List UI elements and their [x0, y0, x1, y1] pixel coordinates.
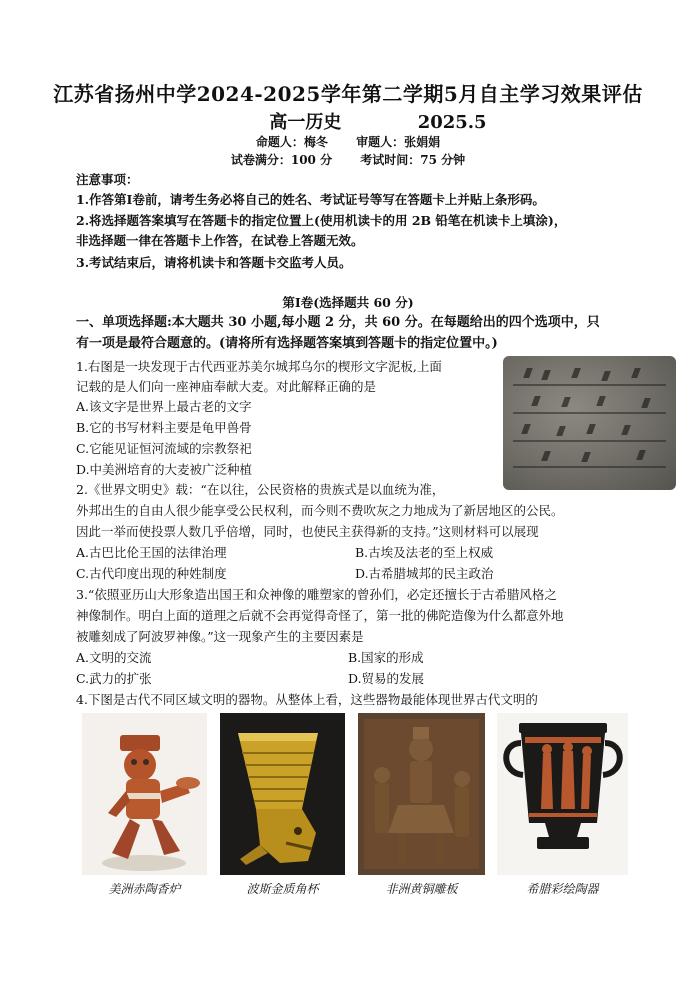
exam-subject: 高一历史 [269, 112, 342, 133]
q1-stem: 1.右图是一块发现于古代西亚苏美尔城邦乌尔的楔形文字泥板,上面 [76, 359, 442, 374]
q1-option-a: A.该文字是世界上最古老的文字 [76, 399, 252, 414]
q4-stem: 4.下图是古代不同区域文明的器物。从整体上看，这些器物最能体现世界古代文明的 [76, 692, 538, 707]
q3-option-b: B.国家的形成 [348, 650, 424, 665]
notice-item: 1.作答第Ⅰ卷前，请考生务必将自己的姓名、考试证号等写在答题卡上并贴上条形码。 [76, 192, 545, 207]
greek-painted-vase-image [497, 713, 628, 875]
q1-option-c: C.它能见证恒河流域的宗教祭祀 [76, 441, 252, 456]
african-bronze-plaque-image [358, 713, 485, 875]
exam-authors [0, 133, 696, 150]
exam-title: 江苏省扬州中学2024-2025学年第二学期5月自主学习效果评估 [53, 82, 643, 106]
score-label: 试卷满分：100 分 [230, 153, 333, 167]
notice-item: 3.考试结束后，请将机读卡和答题卡交监考人员。 [76, 255, 352, 270]
q3-stem: 被雕刻成了阿波罗神像。”这一现象产生的主要因素是 [76, 629, 364, 644]
cuneiform-tablet-image [503, 356, 676, 490]
exam-date: 2025.5 [417, 112, 487, 133]
american-terracotta-censer-image [82, 713, 207, 875]
q1-option-b: B.它的书写材料主要是龟甲兽骨 [76, 420, 252, 435]
exam-subtitle [0, 108, 696, 134]
persian-golden-rhyton-image [220, 713, 345, 875]
q3-option-c: C.武力的扩张 [76, 671, 152, 686]
section-title: 第Ⅰ卷(选择题共 60 分) [282, 295, 414, 310]
caption-african-plaque: 非洲黄铜雕板 [385, 882, 458, 896]
q3-option-d: D.贸易的发展 [348, 671, 425, 686]
q3-stem: 神像制作。明白上面的道理之后就不会再觉得奇怪了，第一批的佛陀造像为什么都意外地 [76, 608, 564, 623]
q2-option-c: C.古代印度出现的种姓制度 [76, 566, 227, 581]
q2-stem: 2.《世界文明史》载：“在以往，公民资格的贵族式是以血统为准， [76, 482, 445, 497]
q2-stem: 外邦出生的自由人很少能享受公民权利，而今则不费吹灰之力地成为了新居地区的公民。 [76, 503, 564, 518]
q2-option-a: A.古巴比伦王国的法律治理 [76, 545, 227, 560]
time-label: 考试时间：75 分钟 [360, 153, 466, 167]
section-instruction: 有一项是最符合题意的。(请将所有选择题答案填到答题卡的指定位置中。) [76, 336, 498, 351]
notice-item: 2.将选择题答案填写在答题卡的指定位置上(使用机读卡的用 2B 铅笔在机读卡上填涂)， [76, 213, 567, 228]
reviewer-label: 审题人：张娟娟 [356, 135, 441, 149]
q1-stem: 记载的是人们向一座神庙奉献大麦。对此解释正确的是 [76, 379, 377, 394]
q2-option-d: D.古希腊城邦的民主政治 [355, 566, 494, 581]
q2-stem: 因此一举而使投票人数几乎倍增，同时，也使民主获得新的支持。”这则材料可以展现 [76, 524, 539, 539]
q2-option-b: B.古埃及法老的至上权威 [355, 545, 494, 560]
exam-meta [0, 151, 696, 168]
q3-option-a: A.文明的交流 [76, 650, 152, 665]
q3-stem: 3.“依照亚历山大形象造出国王和众神像的雕塑家的曾孙们，必定还擅长于古希腊风格之 [76, 587, 557, 602]
caption-persian-rhyton: 波斯金质角杯 [246, 882, 319, 896]
notice-item: 非选择题一律在答题卡上作答，在试卷上答题无效。 [76, 233, 364, 248]
q1-option-d: D.中美洲培育的大麦被广泛种植 [76, 462, 253, 477]
section-instruction: 一、单项选择题:本大题共 30 小题,每小题 2 分，共 60 分。在每题给出的四个选项中，只 [76, 315, 600, 330]
caption-greek-vase: 希腊彩绘陶器 [526, 882, 599, 896]
author-label: 命题人：梅冬 [255, 135, 328, 149]
notice-title: 注意事项： [76, 172, 139, 187]
caption-american-censer: 美洲赤陶香炉 [108, 882, 181, 896]
